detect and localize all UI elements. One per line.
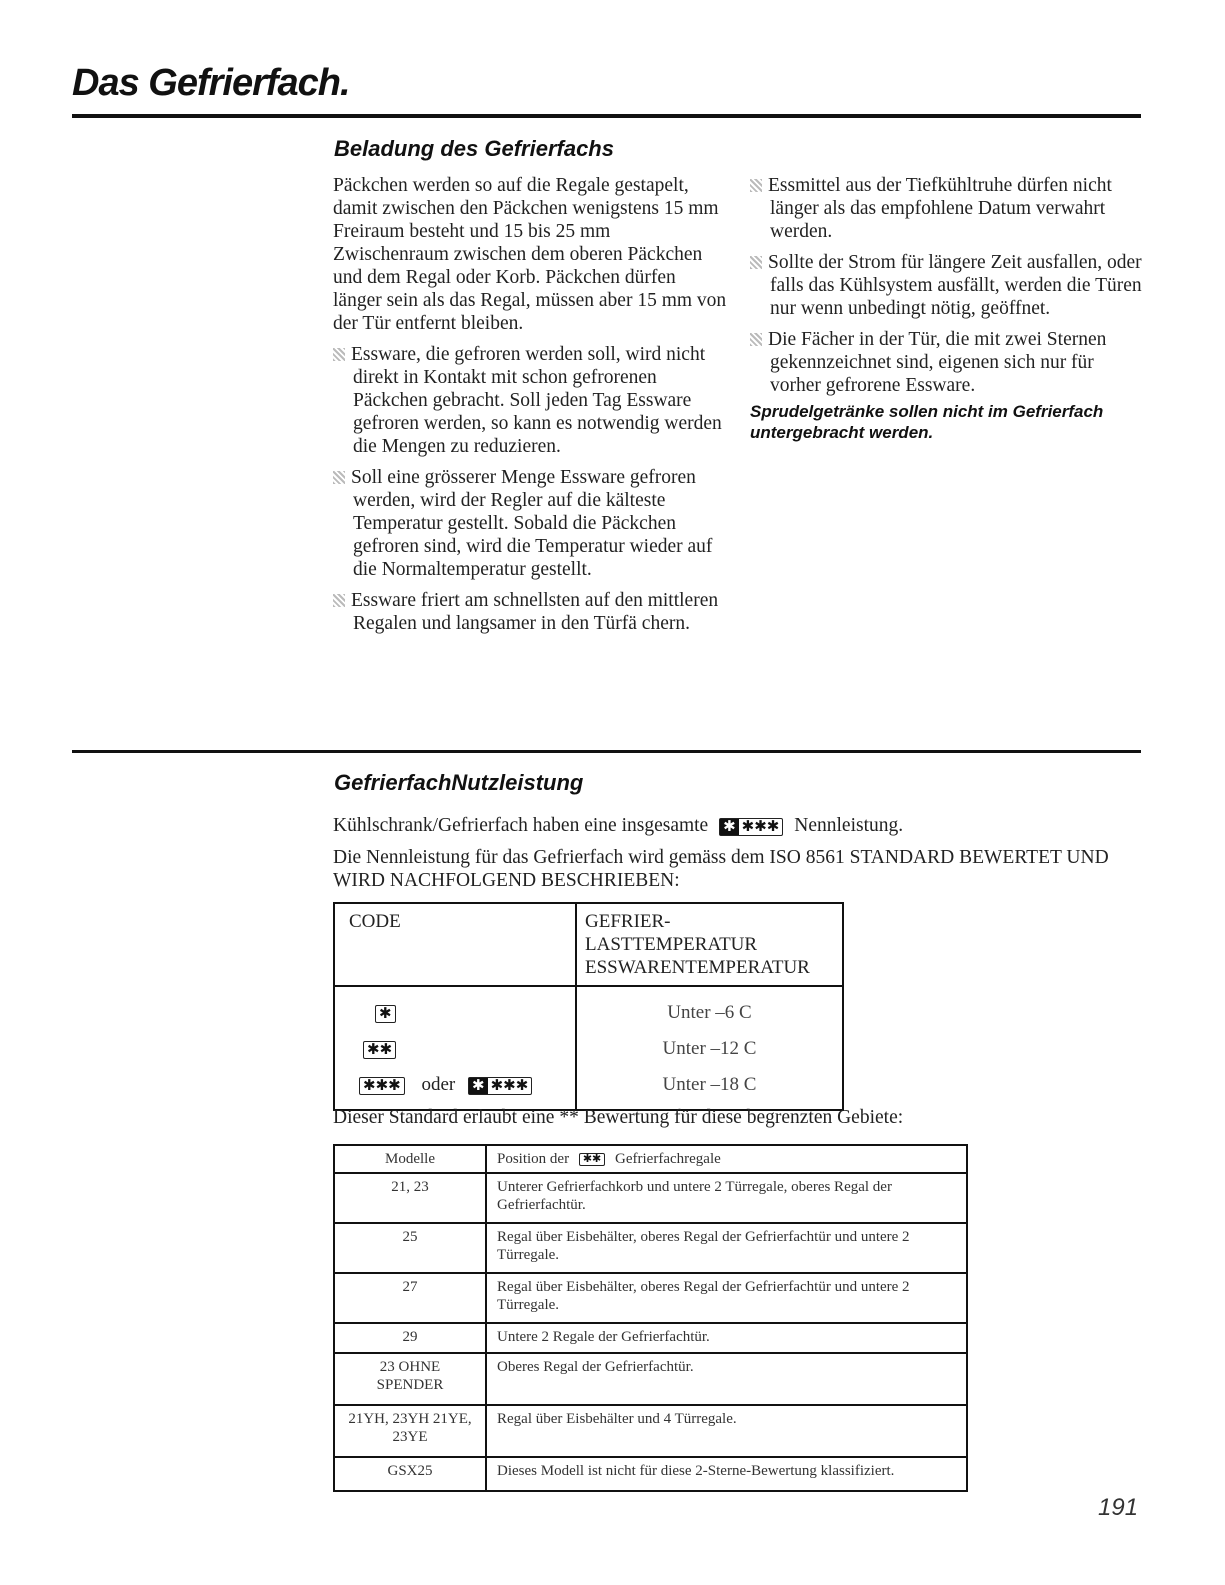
bullet-icon [750, 256, 762, 269]
table-row: 21, 23 Unterer Gefrierfachkorb und untere 2 Türregale, oberes Regal der Gefrierfachtür. [334, 1173, 967, 1223]
list-item: Soll eine grösserer Menge Essware gefroren werden, wird der Regler auf die kälteste Temperatur gestellt. Sobald die Päckchen gefroren sind, wird die Temperatur wieder auf die Normaltemperatur gestellt. [333, 466, 728, 581]
intro-paragraph: Päckchen werden so auf die Regale gestapelt, damit zwischen den Päckchen wenigstens 15 mm Freiraum besteht und 15 bis 25 mm Zwischenraum zwischen dem oberen Päckchen und dem Regal oder Korb. Päckchen dürfen länger sein als das Regal, müssen aber 15 mm von der Tür entfernt bleiben. [333, 175, 727, 334]
standard-line: Dieser Standard erlaubt eine ** Bewertung für diese begrenzten Gebiete: [333, 1107, 904, 1128]
bullet-icon [333, 594, 345, 607]
section-rule [72, 750, 1141, 753]
two-star-icon: ✱✱ [579, 1153, 605, 1166]
temperature-cell: Unter –6 C Unter –12 C Unter –18 C [576, 986, 843, 1110]
header-code: CODE [334, 903, 576, 986]
section-heading-loading: Beladung des Gefrierfachs [334, 136, 614, 161]
warning-note: Sprudelgetränke sollen nicht im Gefrierfach untergebracht werden. [750, 402, 1104, 442]
bullet-icon [750, 333, 762, 346]
list-item: Sollte der Strom für längere Zeit ausfallen, oder falls das Kühlsystem ausfällt, werden die Türen nur wenn unbedingt nötig, geöffnet. [750, 251, 1142, 320]
header-position: Position der ✱✱ Gefrierfachregale [486, 1145, 967, 1173]
four-star-icon: ✱ ✱✱✱ [468, 1077, 532, 1095]
list-item: Essmittel aus der Tiefkühltruhe dürfen nicht länger als das empfohlene Datum verwahrt werden. [750, 174, 1142, 243]
table-row: 21YH, 23YH 21YE, 23YE Regal über Eisbehälter und 4 Türregale. [334, 1405, 967, 1457]
section-heading-rating: GefrierfachNutzleistung [334, 770, 584, 795]
code-table [333, 902, 844, 1111]
bullet-icon [333, 348, 345, 361]
two-star-icon: ✱✱ [363, 1041, 396, 1059]
table-row: 29 Untere 2 Regale der Gefrierfachtür. [334, 1323, 967, 1353]
code-cell: ✱ ✱✱ ✱✱✱ oder ✱ ✱✱✱ [334, 986, 576, 1110]
models-table [333, 1144, 968, 1492]
page-title: Das Gefrierfach. [72, 62, 350, 104]
header-models: Modelle [334, 1145, 486, 1173]
right-column [750, 166, 1142, 443]
header-temperature: GEFRIER-LASTTEMPERATUR ESSWARENTEMPERATUR [576, 903, 843, 986]
list-item: Die Fächer in der Tür, die mit zwei Sternen gekennzeichnet sind, eigenen sich nur für vorher gefrorene Essware. [750, 328, 1142, 397]
list-item: Essware, die gefroren werden soll, wird nicht direkt in Kontakt mit schon gefrorenen Päckchen gebracht. Soll jeden Tag Essware gefroren werden, so kann es notwendig werden die Mengen zu reduzieren. [333, 343, 728, 458]
list-item: Essware friert am schnellsten auf den mittleren Regalen und langsamer in den Türfä chern. [333, 589, 728, 635]
table-row: 23 OHNE SPENDER Oberes Regal der Gefrierfachtür. [334, 1353, 967, 1405]
table-row: 27 Regal über Eisbehälter, oberes Regal der Gefrierfachtür und untere 2 Türregale. [334, 1273, 967, 1323]
left-column [333, 174, 728, 635]
rating-line: Kühlschrank/Gefrierfach haben eine insgesamte ✱ ✱✱✱ Nennleistung. [333, 815, 904, 836]
three-star-icon: ✱✱✱ [359, 1077, 405, 1095]
bullet-icon [333, 471, 345, 484]
table-row: GSX25 Dieses Modell ist nicht für diese 2-Sterne-Bewertung klassifiziert. [334, 1457, 967, 1491]
title-rule [72, 114, 1141, 118]
page-number: 191 [1098, 1494, 1139, 1521]
four-star-rating-icon: ✱ ✱✱✱ [719, 818, 783, 836]
iso-paragraph: Die Nennleistung für das Gefrierfach wird gemäss dem ISO 8561 STANDARD BEWERTET UND WIRD NACHFOLGEND BESCHRIEBEN: [333, 847, 1109, 891]
one-star-icon: ✱ [375, 1005, 396, 1023]
table-row: 25 Regal über Eisbehälter, oberes Regal der Gefrierfachtür und untere 2 Türregale. [334, 1223, 967, 1273]
bullet-icon [750, 179, 762, 192]
